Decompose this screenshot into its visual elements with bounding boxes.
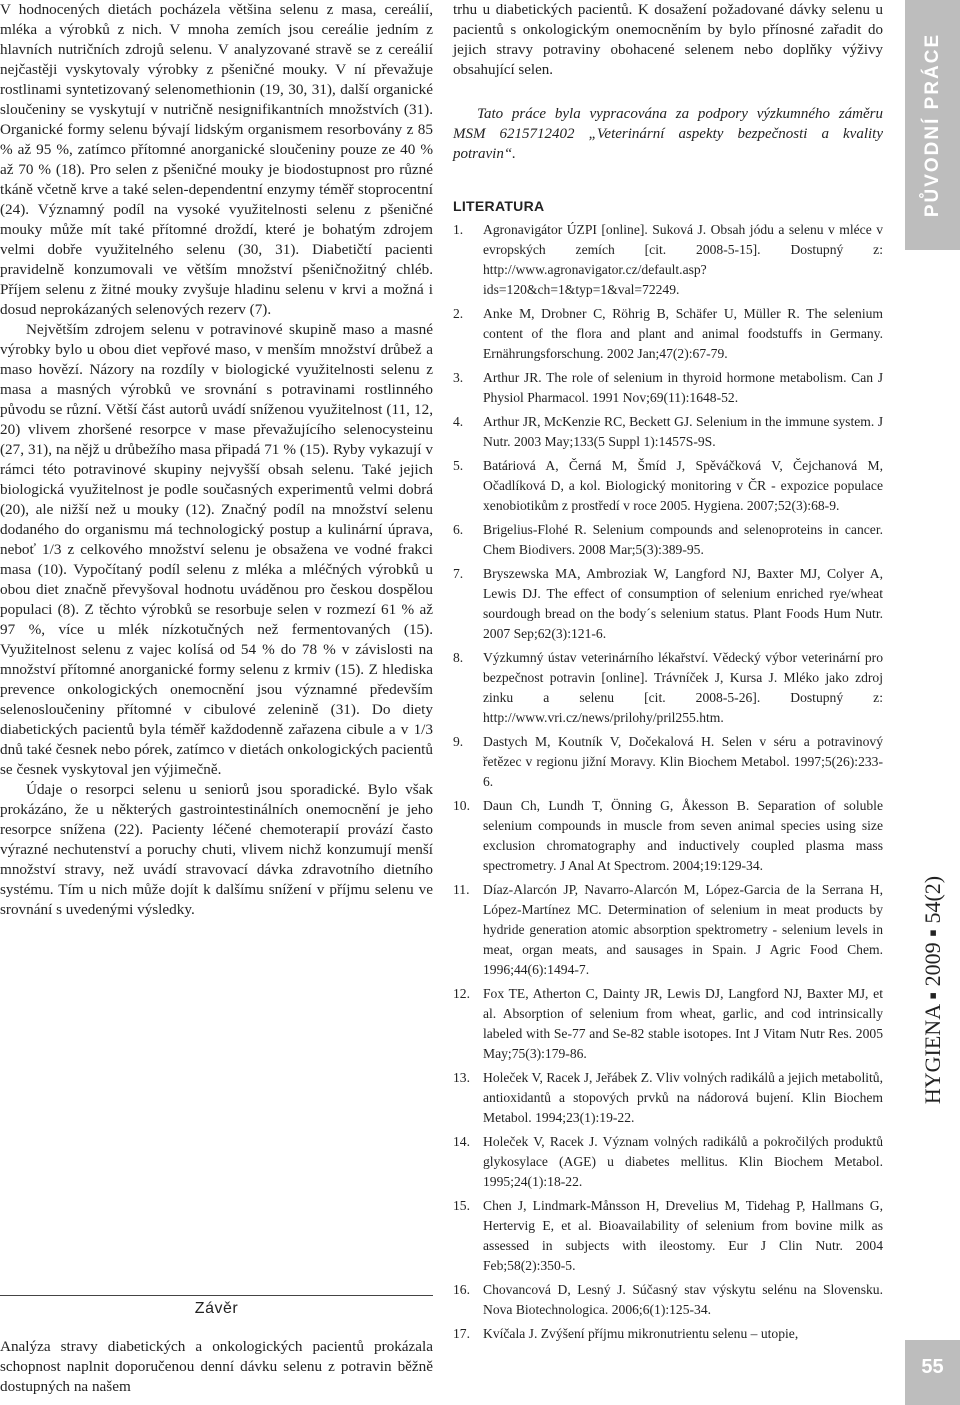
reference-number: 17.	[453, 1326, 470, 1341]
reference-number: 2.	[453, 306, 464, 321]
reference-number: 16.	[453, 1282, 470, 1297]
page-number: 55	[921, 1356, 944, 1378]
reference-number: 15.	[453, 1198, 470, 1213]
reference-item	[453, 648, 883, 728]
reference-number: 11.	[453, 882, 470, 897]
reference-text: Holeček V, Racek J, Jeřábek Z. Vliv volných radikálů a jejich metabolitů, antioxidantů a stopových prvků na nádorová bujení. Klin Biochem Metabol. 1994;23(1):19-22.	[483, 1070, 883, 1125]
reference-text: Holeček V, Racek J. Význam volných radikálů a pokročilých produktů glykosylace (AGE) u diabetes mellitus. Klin Biochem Metabol. 1995;24(1):18-22.	[483, 1134, 883, 1189]
reference-item	[453, 564, 883, 644]
reference-text: Výzkumný ústav veterinárního lékařství. Vědecký výbor veterinární pro bezpečnost potravin [online]. Trávníček J, Kursa J. Mléko jako zdroj zinku a selenu [cit. 2008-5-26]. Dostupný z: http://www.vri.cz/news/prilohy/pril255.htm.	[483, 650, 883, 725]
reference-text: Daun Ch, Lundh T, Önning G, Åkesson B. Separation of soluble selenium compounds in muscle from seven animal species using size exclusion chromatography and inductively coupled plasma mass spectrometry. J Anal At Spectrom. 2004;19:129-34.	[483, 798, 883, 873]
reference-text: Bryszewska MA, Ambroziak W, Langford NJ, Baxter MJ, Colyer A, Lewis DJ. The effect of consumption of selenium enriched rye/wheat sourdough bread on the body´s selenium status. Plant Foods Hum Nutr. 2007 Sep;62(3):121-6.	[483, 566, 883, 641]
reference-number: 13.	[453, 1070, 470, 1085]
reference-text: Chovancová D, Lesný J. Súčasný stav výskytu selénu na Slovensku. Nova Biotechnologica. 2006;6(1):125-34.	[483, 1282, 883, 1317]
right-column	[453, 0, 883, 1348]
reference-number: 1.	[453, 222, 464, 237]
reference-number: 7.	[453, 566, 464, 581]
reference-number: 14.	[453, 1134, 470, 1149]
paragraph-diets-sources: V hodnocených dietách pocházela většina selenu z masa, cereálií, mléka a výrobků z nich. V mnoha zemích jsou cereálie jedním z hlavních nutričních zdrojů selenu. V analyzované stravě se z cereálií nejčastěji vyskytovaly výrobky z pšeničné mouky. V ní převažuje rostlinami syntetizovaný selenomethionin (19, 30, 31), další organické sloučeniny se vyskytují v nutričně nesignifikantních množstvích (31). Organické formy selenu bývají lidským organismem resorbovány z 85 % až 95 %, zatímco přítomné anorganické sloučeniny pouze ze 40 % až 70 % (18). Pro selen z pšeničné mouky je biodostupnost pro různé tkáně včetně krve a také selen-dependentní enzymy téměř stoprocentní (24). Významný podíl na vysoké využitelnosti selenu z pšeničné mouky může mít také přítomné droždí, které je bohatým zdrojem velmi dobře využitelného selenu (30, 31). Diabetičtí pacienti pravidelně konzumovali ve větším množství pšeničnožitný chléb. Příjem selenu z žitné mouky zvyšuje hladinu selenu v krvi a možná i dosud neprokázaných selenových rezerv (7).	[0, 1, 433, 318]
reference-number: 3.	[453, 370, 464, 385]
reference-text: Chen J, Lindmark-Månsson H, Drevelius M, Tidehag P, Hallmans G, Hertervig E, et al. Bioavailability of selenium from bovine milk as assessed in subjects with ileostomy. Eur J Clin Nutr. 2004 Feb;58(2):350-5.	[483, 1198, 883, 1273]
left-column	[0, 0, 433, 920]
reference-text: Arthur JR. The role of selenium in thyroid hormone metabolism. Can J Physiol Pharmacol. 1991 Nov;69(11):1648-52.	[483, 370, 883, 405]
reference-text: Dastych M, Koutník V, Dočekalová H. Selen v séru a potravinový řetězec v regionu jižní Moravy. Klin Biochem Metabol. 1997;5(26):233-6.	[483, 734, 883, 789]
reference-number: 12.	[453, 986, 470, 1001]
reference-number: 4.	[453, 414, 464, 429]
section-label: PŮVODNÍ PRÁCE	[921, 32, 943, 218]
reference-item	[453, 796, 883, 876]
reference-text: Agronavigátor ÚZPI [online]. Suková J. Obsah jódu a selenu v mléce v evropských zemích [cit. 2008-5-15]. Dostupný z: http://www.agronavigator.cz/default.asp?ids=120&ch=1&typ=1&val=72249.	[483, 222, 883, 297]
reference-item	[453, 368, 883, 408]
reference-item	[453, 520, 883, 560]
reference-item	[453, 1324, 883, 1344]
reference-item	[453, 220, 883, 300]
reference-item	[453, 412, 883, 452]
section-divider	[0, 1295, 433, 1296]
reference-text: Anke M, Drobner C, Röhrig B, Schäfer U, Müller R. The selenium content of the flora and plant and animal foodstuffs in Germany. Ernährungsforschung. 2002 Jan;47(2):67-79.	[483, 306, 883, 361]
references-heading: LITERATURA	[453, 198, 545, 214]
paragraph-resorption-seniors: Údaje o resorpci selenu u seniorů jsou sporadické. Bylo však prokázáno, že u některých gastrointestinálních onemocnění je jeho resorpce snížena (22). Pacienty léčené chemoterapií provází často výrazné nechutenství a poruchy chuti, vlivem nichž konzumují menší množství stravy, než uvádí stravovací dávka zdravotního dietního systému. Tím u nich může dojít k dalšímu snížení v příjmu selenu ve srovnání s uvedenými výsledky.	[0, 781, 433, 918]
reference-item	[453, 1068, 883, 1128]
page-number-tab	[905, 1340, 960, 1405]
reference-number: 8.	[453, 650, 464, 665]
journal-name: HYGIENA ▪ 2009 ▪ 54(2)	[919, 875, 945, 1105]
reference-number: 9.	[453, 734, 464, 749]
references-list	[453, 220, 883, 1344]
reference-text: Díaz-Alarcón JP, Navarro-Alarcón M, López-Garcia de la Serrana H, López-Martínez MC. Determination of selenium in meat products by hydride generation atomic absorption spektrometry - selenium levels in meat, organ meats, and sausages in Spain. J Agric Food Chem. 1996;44(6):1494-7.	[483, 882, 883, 977]
reference-text: Fox TE, Atherton C, Dainty JR, Lewis DJ, Langford NJ, Baxter MJ, et al. Absorption of selenium from wheat, garlic, and cod intrinsically labeled with Se-77 and Se-82 stable isotopes. Int J Vitam Nutr Res. 2005 May;75(3):179-86.	[483, 986, 883, 1061]
paragraph-conclusion-continued: trhu u diabetických pacientů. K dosažení požadované dávky selenu u pacientů s onkologickým onemocněním by bylo přínosné zařadit do jejich stravy potraviny obohacené selenem nebo doplňky výživy obsahující selen.	[453, 2, 883, 78]
conclusion-heading: Závěr	[194, 1300, 239, 1317]
reference-item	[453, 732, 883, 792]
reference-item	[453, 1196, 883, 1276]
acknowledgement: Tato práce byla vypracována za podpory výzkumného záměru MSM 6215712402 „Veterinární aspekty bezpečnosti a kvality potravin“.	[453, 106, 883, 162]
reference-text: Brigelius-Flohé R. Selenium compounds and selenoproteins in cancer. Chem Biodivers. 2008 Mar;5(3):389-95.	[483, 522, 883, 557]
journal-running-head	[905, 860, 960, 1120]
reference-item	[453, 1280, 883, 1320]
paragraph-meat-sources: Největším zdrojem selenu v potravinové skupině maso a masné výrobky bylo u obou diet vepřové maso, v menším množství drůbež a maso hovězí. Názory na rozdíly v biologické využitelnosti selenu z masa a masných výrobků ve srovnání s potravinami rostlinného původu se různí. Větší část autorů uvádí sníženou využitelnost (11, 12, 20) vlivem zhoršené resorpce v mase převažujícího selenocysteinu (27, 31), na nějž u drůbežího masa připadá 71 % (15). Ryby vykazují v rámci této potravinové skupiny nejvyšší obsah selenu. Také jejich biologická využitelnost je podle současných experimentů velmi dobrá (20), ale nižší než u mouky (12). Značný podíl na množství selenu dodaného do organismu má technologický postup a kulinární úprava, neboť 1/3 z celkového množství selenu je obsažena ve vodné frakci masa (10). Vypočítaný podíl selenu z mléka a mléčných výrobků u obou diet značně převyšoval hodnotu uváděnou pro českou dospělou populaci (8). Z těchto výrobků se resorbuje selen v rozmezí 61 % až 97 %, více u mlék nízkotučných než fermentovaných (15). Využitelnost selenu z vajec kolísá od 54 % do 78 % v závislosti na množství přítomné anorganické formy selenu z krmiv (15). Z hlediska prevence onkologických onemocnění jsou významné především selenosloučeniny přítomné v cibulové zelenině (31). Do diety diabetických pacientů byla téměř každodenně zařazena cibule a v 1/3 dnů také česnek nebo pórek, zatímco v dietách onkologických pacientů se česnek vyskytoval jen výjimečně.	[0, 321, 433, 778]
reference-number: 6.	[453, 522, 464, 537]
reference-item	[453, 880, 883, 980]
reference-item	[453, 984, 883, 1064]
conclusion-paragraph: Analýza stravy diabetických a onkologických pacientů prokázala schopnost naplnit doporučenou denní dávku selenu z potravin běžně dostupných na našem	[0, 1338, 433, 1395]
reference-item	[453, 1132, 883, 1192]
section-label-tab	[905, 0, 960, 250]
reference-item	[453, 304, 883, 364]
reference-text: Kvíčala J. Zvýšení příjmu mikronutrientu selenu – utopie,	[483, 1326, 799, 1341]
reference-number: 5.	[453, 458, 464, 473]
reference-number: 10.	[453, 798, 470, 813]
reference-text: Arthur JR, McKenzie RC, Beckett GJ. Selenium in the immune system. J Nutr. 2003 May;133(5 Suppl 1):1457S-9S.	[483, 414, 883, 449]
reference-item	[453, 456, 883, 516]
reference-text: Batáriová A, Černá M, Šmíd J, Spěváčková V, Čejchanová M, Očadlíková D, a kol. Biologický monitoring v ČR - expozice populace xenobiotikům z prostředí v roce 2005. Hygiena. 2007;52(3):68-9.	[483, 458, 883, 513]
